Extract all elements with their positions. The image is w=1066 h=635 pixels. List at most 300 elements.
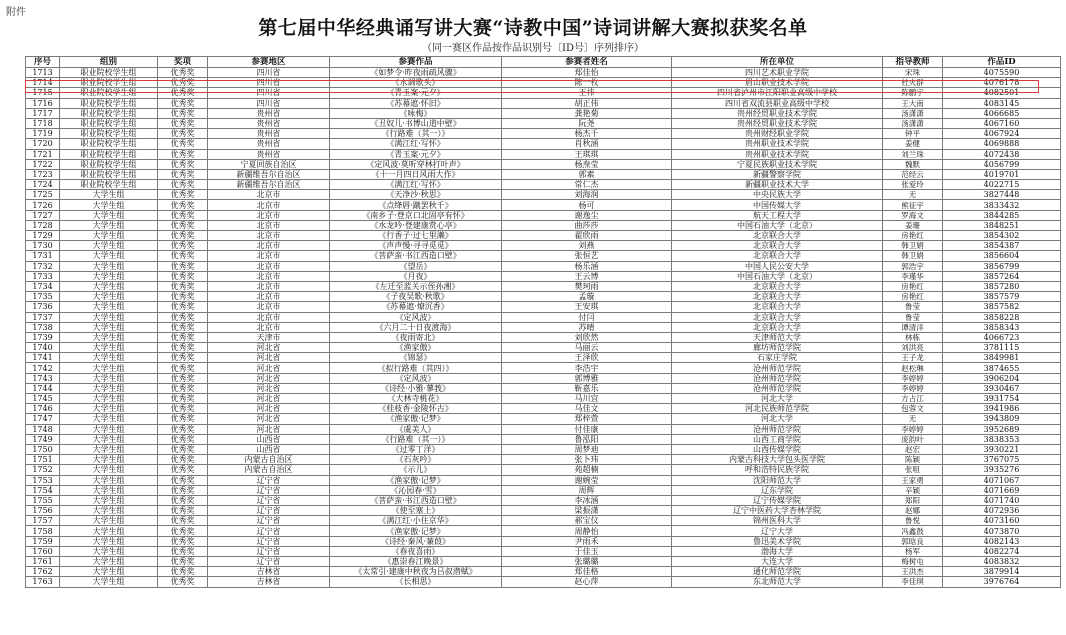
cell-work-id: 3857280	[943, 281, 1061, 291]
table-row	[26, 465, 1061, 475]
table-row	[26, 485, 1061, 495]
cell-work: 《渔家傲·记梦》	[330, 526, 502, 536]
cell-group: 职业院校学生组	[60, 129, 158, 139]
header-index: 序号	[26, 57, 60, 68]
table-header-row	[26, 57, 1061, 68]
cell-work: 《菩萨蛮·书江西造口壁》	[330, 495, 502, 505]
cell-participant: 张璐璐	[502, 557, 672, 567]
cell-index: 1763	[26, 577, 60, 587]
cell-teacher: 王大南	[883, 98, 943, 108]
table-row	[26, 312, 1061, 322]
cell-work-id: 3854302	[943, 231, 1061, 241]
cell-group: 大学生组	[60, 506, 158, 516]
cell-work: 《诗经·小雅·蓼莪》	[330, 383, 502, 393]
cell-index: 1739	[26, 332, 60, 342]
cell-teacher: 庞韵叶	[883, 434, 943, 444]
cell-work: 《丑奴儿·书博山道中壁》	[330, 118, 502, 128]
cell-group: 大学生组	[60, 495, 158, 505]
cell-teacher: 韩卫娟	[883, 241, 943, 251]
header-institution: 所在单位	[672, 57, 883, 68]
cell-index: 1741	[26, 353, 60, 363]
cell-award: 优秀奖	[158, 444, 208, 454]
table-row	[26, 455, 1061, 465]
cell-index: 1757	[26, 516, 60, 526]
cell-participant: 谢逸尘	[502, 210, 672, 220]
cell-index: 1751	[26, 455, 60, 465]
cell-index: 1758	[26, 526, 60, 536]
cell-work-id: 4069888	[943, 139, 1061, 149]
cell-institution: 航天工程大学	[672, 210, 883, 220]
cell-teacher: 钟平	[883, 129, 943, 139]
cell-teacher: 李婷婷	[883, 424, 943, 434]
cell-teacher: 无	[883, 190, 943, 200]
cell-index: 1736	[26, 302, 60, 312]
cell-institution: 沧州师范学院	[672, 383, 883, 393]
cell-work: 《行路难（其一）》	[330, 434, 502, 444]
cell-work: 《长相思》	[330, 577, 502, 587]
cell-group: 大学生组	[60, 353, 158, 363]
cell-participant: 孟璇	[502, 292, 672, 302]
cell-participant: 尹雨禾	[502, 536, 672, 546]
cell-group: 大学生组	[60, 383, 158, 393]
cell-work: 《过零丁洋》	[330, 444, 502, 454]
cell-teacher: 谭清洋	[883, 322, 943, 332]
cell-teacher: 韩卫娟	[883, 251, 943, 261]
cell-award: 优秀奖	[158, 261, 208, 271]
cell-group: 大学生组	[60, 434, 158, 444]
cell-teacher: 方占江	[883, 394, 943, 404]
cell-participant: 郭素	[502, 169, 672, 179]
cell-work: 《示儿》	[330, 465, 502, 475]
cell-institution: 石家庄学院	[672, 353, 883, 363]
cell-teacher: 辛颖	[883, 485, 943, 495]
cell-work: 《十一月四日风雨大作》	[330, 169, 502, 179]
cell-region: 北京市	[208, 302, 330, 312]
cell-teacher: 梅树屯	[883, 557, 943, 567]
cell-index: 1743	[26, 373, 60, 383]
cell-index: 1734	[26, 281, 60, 291]
cell-region: 河北省	[208, 414, 330, 424]
cell-index: 1725	[26, 190, 60, 200]
cell-index: 1720	[26, 139, 60, 149]
cell-index: 1717	[26, 108, 60, 118]
cell-teacher: 房艳红	[883, 281, 943, 291]
cell-institution: 辽东学院	[672, 485, 883, 495]
cell-group: 大学生组	[60, 485, 158, 495]
cell-institution: 新疆警察学院	[672, 169, 883, 179]
cell-work-id: 4056799	[943, 159, 1061, 169]
table-row	[26, 68, 1061, 78]
cell-work-id: 3952689	[943, 424, 1061, 434]
cell-award: 优秀奖	[158, 353, 208, 363]
table-row	[26, 139, 1061, 149]
cell-work-id: 4075590	[943, 68, 1061, 78]
cell-work: 《左迁至蓝关示侄孙湘》	[330, 281, 502, 291]
cell-award: 优秀奖	[158, 343, 208, 353]
cell-participant: 刘燕	[502, 241, 672, 251]
cell-work-id: 3874655	[943, 363, 1061, 373]
cell-institution: 四川省泸州市江阳职业高级中学校	[672, 88, 883, 98]
cell-participant: 郭博雅	[502, 373, 672, 383]
cell-work-id: 4083145	[943, 98, 1061, 108]
cell-award: 优秀奖	[158, 292, 208, 302]
cell-teacher: 王家勇	[883, 475, 943, 485]
cell-institution: 辽宁传媒学院	[672, 495, 883, 505]
cell-group: 大学生组	[60, 220, 158, 230]
table-row	[26, 546, 1061, 556]
cell-region: 北京市	[208, 271, 330, 281]
cell-participant: 苑超楠	[502, 465, 672, 475]
cell-teacher: 郑阳	[883, 495, 943, 505]
cell-institution: 贵州财经职业学院	[672, 129, 883, 139]
header-participant: 参赛者姓名	[502, 57, 672, 68]
cell-institution: 中国石油大学（北京）	[672, 220, 883, 230]
award-list-table	[25, 56, 1061, 588]
cell-region: 四川省	[208, 68, 330, 78]
cell-work: 《渔家傲·记梦》	[330, 414, 502, 424]
cell-region: 北京市	[208, 292, 330, 302]
cell-work: 《满江红·写怀》	[330, 180, 502, 190]
cell-work: 《苏幕遮·怀旧》	[330, 98, 502, 108]
cell-index: 1748	[26, 424, 60, 434]
cell-work-id: 3856604	[943, 251, 1061, 261]
cell-group: 大学生组	[60, 536, 158, 546]
cell-participant: 刘欣然	[502, 332, 672, 342]
cell-group: 大学生组	[60, 251, 158, 261]
cell-group: 大学生组	[60, 200, 158, 210]
cell-participant: 王琪琪	[502, 149, 672, 159]
cell-award: 优秀奖	[158, 495, 208, 505]
cell-award: 优秀奖	[158, 434, 208, 444]
cell-work: 《行香子·过七里濑》	[330, 231, 502, 241]
cell-region: 河北省	[208, 353, 330, 363]
cell-award: 优秀奖	[158, 169, 208, 179]
cell-group: 大学生组	[60, 516, 158, 526]
cell-award: 优秀奖	[158, 465, 208, 475]
cell-award: 优秀奖	[158, 363, 208, 373]
header-work-id: 作品ID	[943, 57, 1061, 68]
cell-region: 贵州省	[208, 108, 330, 118]
cell-institution: 廊坊师范学院	[672, 343, 883, 353]
cell-teacher: 杨军	[883, 546, 943, 556]
table-row	[26, 231, 1061, 241]
cell-teacher: 赵娜	[883, 506, 943, 516]
header-award: 奖项	[158, 57, 208, 68]
header-region: 参赛地区	[208, 57, 330, 68]
cell-index: 1750	[26, 444, 60, 454]
cell-teacher: 魏默	[883, 159, 943, 169]
cell-region: 北京市	[208, 241, 330, 251]
cell-group: 大学生组	[60, 475, 158, 485]
cell-teacher: 李婷婷	[883, 373, 943, 383]
cell-work: 《青玉案·元夕》	[330, 88, 502, 98]
cell-work-id: 4071669	[943, 485, 1061, 495]
cell-group: 大学生组	[60, 241, 158, 251]
cell-participant: 翟欣雨	[502, 231, 672, 241]
cell-work: 《石灰吟》	[330, 455, 502, 465]
cell-group: 职业院校学生组	[60, 108, 158, 118]
cell-participant: 马丽云	[502, 343, 672, 353]
cell-institution: 河北民族师范学院	[672, 404, 883, 414]
cell-participant: 周静怡	[502, 526, 672, 536]
cell-region: 贵州省	[208, 118, 330, 128]
cell-work-id: 4022715	[943, 180, 1061, 190]
cell-work: 《水调歌头》	[330, 78, 502, 88]
cell-teacher: 冯鑫鼓	[883, 526, 943, 536]
table-row	[26, 343, 1061, 353]
cell-region: 四川省	[208, 98, 330, 108]
cell-work: 《满江红·写怀》	[330, 139, 502, 149]
cell-teacher: 刘洪亮	[883, 343, 943, 353]
cell-work: 《拟行路难（其四）》	[330, 363, 502, 373]
cell-work-id: 3838353	[943, 434, 1061, 444]
cell-region: 四川省	[208, 88, 330, 98]
cell-region: 北京市	[208, 251, 330, 261]
cell-teacher: 汤潇潇	[883, 108, 943, 118]
cell-index: 1716	[26, 98, 60, 108]
cell-participant: 靳嘉乐	[502, 383, 672, 393]
cell-index: 1718	[26, 118, 60, 128]
cell-participant: 付佳康	[502, 424, 672, 434]
cell-work-id: 4073870	[943, 526, 1061, 536]
table-row	[26, 78, 1061, 88]
cell-teacher: 李瑾华	[883, 271, 943, 281]
cell-award: 优秀奖	[158, 98, 208, 108]
cell-teacher: 陈颖	[883, 455, 943, 465]
cell-index: 1714	[26, 78, 60, 88]
cell-work-id: 3976764	[943, 577, 1061, 587]
cell-work-id: 3857264	[943, 271, 1061, 281]
table-row	[26, 536, 1061, 546]
cell-index: 1729	[26, 231, 60, 241]
cell-participant: 刘海润	[502, 190, 672, 200]
cell-region: 新疆维吾尔自治区	[208, 169, 330, 179]
cell-group: 大学生组	[60, 465, 158, 475]
cell-participant: 杨焘莹	[502, 159, 672, 169]
cell-work: 《春夜喜雨》	[330, 546, 502, 556]
cell-index: 1745	[26, 394, 60, 404]
cell-award: 优秀奖	[158, 139, 208, 149]
cell-participant: 马川宜	[502, 394, 672, 404]
cell-participant: 周辉	[502, 485, 672, 495]
cell-teacher: 王子龙	[883, 353, 943, 363]
cell-participant: 杨可	[502, 200, 672, 210]
cell-institution: 内蒙古科技大学包头医学院	[672, 455, 883, 465]
table-body	[26, 68, 1061, 588]
cell-award: 优秀奖	[158, 180, 208, 190]
cell-region: 辽宁省	[208, 506, 330, 516]
cell-group: 职业院校学生组	[60, 98, 158, 108]
cell-institution: 河北大学	[672, 394, 883, 404]
cell-group: 大学生组	[60, 557, 158, 567]
cell-award: 优秀奖	[158, 557, 208, 567]
cell-institution: 北京联合大学	[672, 231, 883, 241]
cell-index: 1737	[26, 312, 60, 322]
cell-work: 《点绛唇·蹴罢秋千》	[330, 200, 502, 210]
cell-institution: 贵州职业技术学院	[672, 139, 883, 149]
cell-work: 《菩萨蛮·书江西造口壁》	[330, 251, 502, 261]
cell-participant: 梁振潇	[502, 506, 672, 516]
cell-work-id: 4071067	[943, 475, 1061, 485]
cell-teacher: 熊征宇	[883, 200, 943, 210]
cell-teacher: 李佳琪	[883, 577, 943, 587]
cell-participant: 苏晴	[502, 322, 672, 332]
cell-teacher: 郭浩宇	[883, 261, 943, 271]
cell-group: 大学生组	[60, 424, 158, 434]
cell-work: 《咏梅》	[330, 108, 502, 118]
cell-award: 优秀奖	[158, 394, 208, 404]
cell-region: 河北省	[208, 343, 330, 353]
cell-work: 《行路难（其一）》	[330, 129, 502, 139]
cell-work: 《子夜吴歌·秋歌》	[330, 292, 502, 302]
cell-group: 大学生组	[60, 404, 158, 414]
cell-teacher: 包蓉文	[883, 404, 943, 414]
cell-participant: 阮尧	[502, 118, 672, 128]
cell-region: 北京市	[208, 210, 330, 220]
cell-work-id: 3849981	[943, 353, 1061, 363]
cell-work: 《满江红·小住京华》	[330, 516, 502, 526]
cell-index: 1719	[26, 129, 60, 139]
table-row	[26, 363, 1061, 373]
cell-participant: 张卜玮	[502, 455, 672, 465]
cell-work-id: 3906204	[943, 373, 1061, 383]
cell-region: 河北省	[208, 383, 330, 393]
cell-region: 内蒙古自治区	[208, 455, 330, 465]
cell-group: 职业院校学生组	[60, 169, 158, 179]
cell-teacher: 赵宏	[883, 444, 943, 454]
cell-participant: 谢婉莹	[502, 475, 672, 485]
cell-institution: 沈阳师范大学	[672, 475, 883, 485]
cell-region: 宁夏回族自治区	[208, 159, 330, 169]
cell-institution: 北京联合大学	[672, 292, 883, 302]
cell-work-id: 3856799	[943, 261, 1061, 271]
cell-group: 职业院校学生组	[60, 88, 158, 98]
cell-region: 新疆维吾尔自治区	[208, 180, 330, 190]
cell-work-id: 4071740	[943, 495, 1061, 505]
cell-institution: 辽宁大学	[672, 526, 883, 536]
cell-award: 优秀奖	[158, 88, 208, 98]
cell-region: 北京市	[208, 312, 330, 322]
cell-group: 大学生组	[60, 373, 158, 383]
cell-group: 职业院校学生组	[60, 139, 158, 149]
cell-award: 优秀奖	[158, 485, 208, 495]
cell-institution: 天津师范大学	[672, 332, 883, 342]
cell-region: 贵州省	[208, 149, 330, 159]
cell-institution: 北京联合大学	[672, 322, 883, 332]
cell-work: 《定风波》	[330, 373, 502, 383]
table-row	[26, 271, 1061, 281]
cell-award: 优秀奖	[158, 516, 208, 526]
cell-group: 大学生组	[60, 271, 158, 281]
cell-group: 大学生组	[60, 444, 158, 454]
cell-work-id: 3935276	[943, 465, 1061, 475]
cell-institution: 贵州职业技术学院	[672, 149, 883, 159]
cell-participant: 龚艳菊	[502, 108, 672, 118]
cell-region: 北京市	[208, 190, 330, 200]
cell-region: 四川省	[208, 78, 330, 88]
cell-region: 天津市	[208, 332, 330, 342]
cell-index: 1755	[26, 495, 60, 505]
cell-group: 职业院校学生组	[60, 78, 158, 88]
cell-index: 1749	[26, 434, 60, 444]
cell-award: 优秀奖	[158, 506, 208, 516]
cell-institution: 宁夏民族职业技术学院	[672, 159, 883, 169]
cell-region: 北京市	[208, 281, 330, 291]
cell-index: 1747	[26, 414, 60, 424]
cell-region: 北京市	[208, 231, 330, 241]
cell-work: 《天净沙·秋思》	[330, 190, 502, 200]
cell-region: 内蒙古自治区	[208, 465, 330, 475]
table-row	[26, 88, 1061, 98]
cell-group: 大学生组	[60, 231, 158, 241]
cell-teacher: 林栋	[883, 332, 943, 342]
cell-participant: 郑梓萱	[502, 414, 672, 424]
cell-index: 1759	[26, 536, 60, 546]
cell-award: 优秀奖	[158, 118, 208, 128]
cell-teacher: 罗海文	[883, 210, 943, 220]
cell-award: 优秀奖	[158, 251, 208, 261]
cell-award: 优秀奖	[158, 383, 208, 393]
cell-teacher: 王洪杰	[883, 567, 943, 577]
cell-teacher: 刘兰珠	[883, 149, 943, 159]
cell-participant: 陈一枚	[502, 78, 672, 88]
cell-work-id: 3854387	[943, 241, 1061, 251]
cell-region: 北京市	[208, 220, 330, 230]
cell-award: 优秀奖	[158, 281, 208, 291]
attachment-label: 附件	[6, 7, 26, 18]
cell-work-id: 3930221	[943, 444, 1061, 454]
cell-work: 《诗经·秦风·蒹葭》	[330, 536, 502, 546]
cell-participant: 李浩宇	[502, 363, 672, 373]
cell-group: 职业院校学生组	[60, 68, 158, 78]
cell-work-id: 4066723	[943, 332, 1061, 342]
cell-award: 优秀奖	[158, 577, 208, 587]
cell-award: 优秀奖	[158, 526, 208, 536]
header-teacher: 指导教师	[883, 57, 943, 68]
cell-award: 优秀奖	[158, 108, 208, 118]
cell-award: 优秀奖	[158, 332, 208, 342]
cell-work: 《桂枝香·金陵怀古》	[330, 404, 502, 414]
table-row	[26, 434, 1061, 444]
cell-award: 优秀奖	[158, 404, 208, 414]
table-row	[26, 373, 1061, 383]
cell-index: 1731	[26, 251, 60, 261]
table-row	[26, 149, 1061, 159]
cell-participant: 肖秋涵	[502, 139, 672, 149]
cell-index: 1761	[26, 557, 60, 567]
cell-participant: 于佳玉	[502, 546, 672, 556]
cell-award: 优秀奖	[158, 68, 208, 78]
table-row	[26, 424, 1061, 434]
cell-teacher: 赵松琳	[883, 363, 943, 373]
cell-institution: 通化师范学院	[672, 567, 883, 577]
cell-group: 大学生组	[60, 292, 158, 302]
cell-participant: 付闫	[502, 312, 672, 322]
cell-region: 北京市	[208, 322, 330, 332]
cell-region: 贵州省	[208, 139, 330, 149]
cell-institution: 中央民族大学	[672, 190, 883, 200]
table-row	[26, 526, 1061, 536]
cell-index: 1760	[26, 546, 60, 556]
cell-teacher: 陈鹏宇	[883, 88, 943, 98]
cell-work-id: 3941986	[943, 404, 1061, 414]
cell-institution: 锦州医科大学	[672, 516, 883, 526]
cell-group: 大学生组	[60, 322, 158, 332]
cell-award: 优秀奖	[158, 149, 208, 159]
cell-region: 河北省	[208, 363, 330, 373]
cell-work-id: 3857579	[943, 292, 1061, 302]
cell-work-id: 3781115	[943, 343, 1061, 353]
